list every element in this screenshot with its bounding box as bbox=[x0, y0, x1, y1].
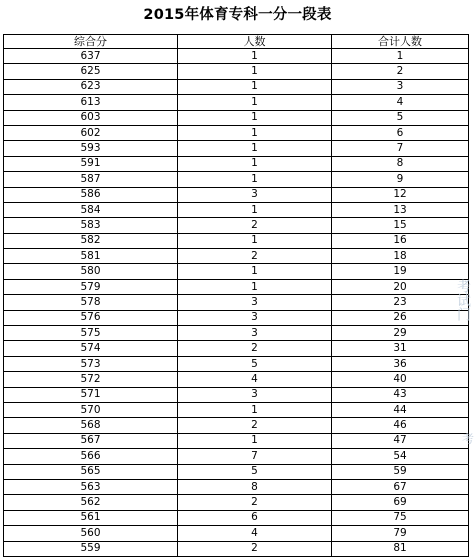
page-title: 2015年体育专科一分一段表 bbox=[143, 7, 332, 23]
cell-count: 8 bbox=[178, 479, 332, 494]
table-row bbox=[4, 449, 469, 464]
cell-score: 570 bbox=[4, 402, 178, 417]
table-row bbox=[4, 218, 469, 233]
cell-score: 583 bbox=[4, 218, 178, 233]
table-header-row bbox=[4, 35, 469, 49]
cell-score: 623 bbox=[4, 79, 178, 94]
cell-cumulative: 43 bbox=[332, 387, 469, 402]
cell-score: 575 bbox=[4, 326, 178, 341]
cell-count: 1 bbox=[178, 264, 332, 279]
cell-cumulative: 15 bbox=[332, 218, 469, 233]
cell-cumulative: 31 bbox=[332, 341, 469, 356]
cell-score: 574 bbox=[4, 341, 178, 356]
cell-cumulative: 69 bbox=[332, 495, 469, 510]
cell-score: 625 bbox=[4, 64, 178, 79]
cell-cumulative: 19 bbox=[332, 264, 469, 279]
cell-score: 586 bbox=[4, 187, 178, 202]
cell-score: 559 bbox=[4, 541, 178, 556]
table-row bbox=[4, 356, 469, 371]
table-row bbox=[4, 125, 469, 140]
cell-cumulative: 8 bbox=[332, 156, 469, 171]
cell-count: 4 bbox=[178, 372, 332, 387]
cell-cumulative: 36 bbox=[332, 356, 469, 371]
table-row bbox=[4, 495, 469, 510]
cell-cumulative: 13 bbox=[332, 202, 469, 217]
table-row bbox=[4, 402, 469, 417]
cell-score: 568 bbox=[4, 418, 178, 433]
cell-cumulative: 54 bbox=[332, 449, 469, 464]
cell-count: 3 bbox=[178, 310, 332, 325]
table-row bbox=[4, 433, 469, 448]
cell-count: 2 bbox=[178, 218, 332, 233]
cell-cumulative: 46 bbox=[332, 418, 469, 433]
table-row bbox=[4, 526, 469, 541]
table-row bbox=[4, 279, 469, 294]
table-row bbox=[4, 249, 469, 264]
score-distribution-table bbox=[3, 34, 469, 557]
cell-count: 3 bbox=[178, 295, 332, 310]
watermark-fragment: 考 bbox=[462, 432, 475, 446]
table-row bbox=[4, 341, 469, 356]
cell-cumulative: 59 bbox=[332, 464, 469, 479]
cell-count: 1 bbox=[178, 233, 332, 248]
cell-count: 3 bbox=[178, 387, 332, 402]
cell-cumulative: 3 bbox=[332, 79, 469, 94]
cell-cumulative: 79 bbox=[332, 526, 469, 541]
watermark: 考试门 bbox=[455, 279, 471, 321]
cell-count: 3 bbox=[178, 326, 332, 341]
cell-count: 7 bbox=[178, 449, 332, 464]
table-row bbox=[4, 510, 469, 525]
cell-count: 1 bbox=[178, 202, 332, 217]
table-row bbox=[4, 49, 469, 64]
cell-cumulative: 16 bbox=[332, 233, 469, 248]
cell-cumulative: 9 bbox=[332, 172, 469, 187]
cell-score: 576 bbox=[4, 310, 178, 325]
cell-count: 5 bbox=[178, 356, 332, 371]
cell-cumulative: 47 bbox=[332, 433, 469, 448]
cell-count: 4 bbox=[178, 526, 332, 541]
cell-cumulative: 75 bbox=[332, 510, 469, 525]
table-row bbox=[4, 372, 469, 387]
cell-count: 1 bbox=[178, 110, 332, 125]
table-row bbox=[4, 110, 469, 125]
cell-cumulative: 2 bbox=[332, 64, 469, 79]
table-row bbox=[4, 264, 469, 279]
cell-cumulative: 40 bbox=[332, 372, 469, 387]
table-row bbox=[4, 295, 469, 310]
cell-count: 1 bbox=[178, 402, 332, 417]
header-score: 综合分 bbox=[4, 35, 178, 49]
cell-count: 1 bbox=[178, 279, 332, 294]
cell-cumulative: 20 bbox=[332, 279, 469, 294]
cell-count: 1 bbox=[178, 79, 332, 94]
cell-count: 2 bbox=[178, 495, 332, 510]
table-row bbox=[4, 464, 469, 479]
cell-score: 578 bbox=[4, 295, 178, 310]
cell-score: 613 bbox=[4, 95, 178, 110]
cell-count: 1 bbox=[178, 433, 332, 448]
table-row bbox=[4, 326, 469, 341]
cell-score: 572 bbox=[4, 372, 178, 387]
cell-count: 1 bbox=[178, 64, 332, 79]
cell-score: 565 bbox=[4, 464, 178, 479]
cell-count: 2 bbox=[178, 541, 332, 556]
table-row bbox=[4, 79, 469, 94]
cell-score: 582 bbox=[4, 233, 178, 248]
table-row bbox=[4, 479, 469, 494]
table-row bbox=[4, 187, 469, 202]
table-row bbox=[4, 141, 469, 156]
cell-count: 2 bbox=[178, 249, 332, 264]
cell-count: 1 bbox=[178, 172, 332, 187]
cell-score: 593 bbox=[4, 141, 178, 156]
cell-score: 584 bbox=[4, 202, 178, 217]
cell-cumulative: 81 bbox=[332, 541, 469, 556]
cell-count: 6 bbox=[178, 510, 332, 525]
table-row bbox=[4, 310, 469, 325]
cell-score: 587 bbox=[4, 172, 178, 187]
cell-score: 580 bbox=[4, 264, 178, 279]
cell-score: 602 bbox=[4, 125, 178, 140]
cell-cumulative: 67 bbox=[332, 479, 469, 494]
cell-cumulative: 1 bbox=[332, 49, 469, 64]
cell-score: 573 bbox=[4, 356, 178, 371]
cell-count: 2 bbox=[178, 418, 332, 433]
cell-count: 3 bbox=[178, 187, 332, 202]
cell-score: 567 bbox=[4, 433, 178, 448]
cell-score: 579 bbox=[4, 279, 178, 294]
cell-score: 562 bbox=[4, 495, 178, 510]
cell-score: 637 bbox=[4, 49, 178, 64]
cell-score: 581 bbox=[4, 249, 178, 264]
cell-cumulative: 5 bbox=[332, 110, 469, 125]
cell-cumulative: 18 bbox=[332, 249, 469, 264]
table-row bbox=[4, 95, 469, 110]
cell-count: 1 bbox=[178, 49, 332, 64]
table-row bbox=[4, 156, 469, 171]
header-count: 人数 bbox=[178, 35, 332, 49]
table-row bbox=[4, 172, 469, 187]
cell-count: 1 bbox=[178, 141, 332, 156]
table-row bbox=[4, 233, 469, 248]
cell-score: 560 bbox=[4, 526, 178, 541]
cell-count: 1 bbox=[178, 125, 332, 140]
cell-score: 603 bbox=[4, 110, 178, 125]
cell-count: 5 bbox=[178, 464, 332, 479]
table-row bbox=[4, 418, 469, 433]
cell-cumulative: 44 bbox=[332, 402, 469, 417]
cell-score: 566 bbox=[4, 449, 178, 464]
cell-score: 561 bbox=[4, 510, 178, 525]
table-body bbox=[4, 49, 469, 557]
cell-cumulative: 23 bbox=[332, 295, 469, 310]
cell-cumulative: 29 bbox=[332, 326, 469, 341]
table-row bbox=[4, 202, 469, 217]
cell-cumulative: 26 bbox=[332, 310, 469, 325]
cell-cumulative: 6 bbox=[332, 125, 469, 140]
table-row bbox=[4, 541, 469, 556]
cell-score: 563 bbox=[4, 479, 178, 494]
table-row bbox=[4, 387, 469, 402]
header-cumulative: 合计人数 bbox=[332, 35, 469, 49]
cell-score: 571 bbox=[4, 387, 178, 402]
cell-cumulative: 12 bbox=[332, 187, 469, 202]
cell-count: 1 bbox=[178, 95, 332, 110]
cell-score: 591 bbox=[4, 156, 178, 171]
table-row bbox=[4, 64, 469, 79]
cell-cumulative: 4 bbox=[332, 95, 469, 110]
cell-count: 1 bbox=[178, 156, 332, 171]
cell-count: 2 bbox=[178, 341, 332, 356]
cell-cumulative: 7 bbox=[332, 141, 469, 156]
